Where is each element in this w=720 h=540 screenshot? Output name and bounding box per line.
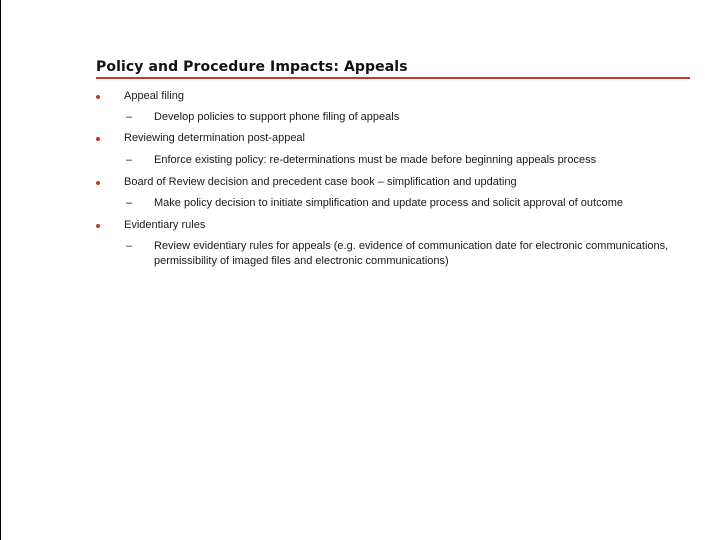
dash-icon: –: [126, 197, 133, 209]
bullet-dot-icon: [96, 181, 100, 185]
bullet-text: Board of Review decision and precedent case book – simplification and updating: [124, 176, 517, 188]
bullet-text: Evidentiary rules: [124, 219, 206, 231]
dash-icon: –: [126, 111, 133, 123]
bullet-dot-icon: [96, 137, 100, 141]
sub-bullet-text: Enforce existing policy: re-determinations must be made before beginning appeals process: [154, 154, 597, 166]
bullet-dot-icon: [96, 224, 100, 228]
bullet-dot-icon: [96, 95, 100, 99]
sub-bullet-text: Develop policies to support phone filing of appeals: [154, 111, 400, 123]
sub-bullet-text: Review evidentiary rules for appeals (e.g. evidence of communication date for electronic communications, permissibility of imaged files and electronic communications): [154, 240, 669, 267]
dash-icon: –: [126, 240, 133, 252]
slide-title: Policy and Procedure Impacts: Appeals: [96, 59, 408, 75]
bullet-text: Reviewing determination post-appeal: [124, 132, 305, 144]
dash-icon: –: [126, 154, 133, 166]
sub-bullet-text: Make policy decision to initiate simplification and update process and solicit approval of outcome: [154, 197, 623, 209]
bullet-text: Appeal filing: [124, 90, 184, 102]
